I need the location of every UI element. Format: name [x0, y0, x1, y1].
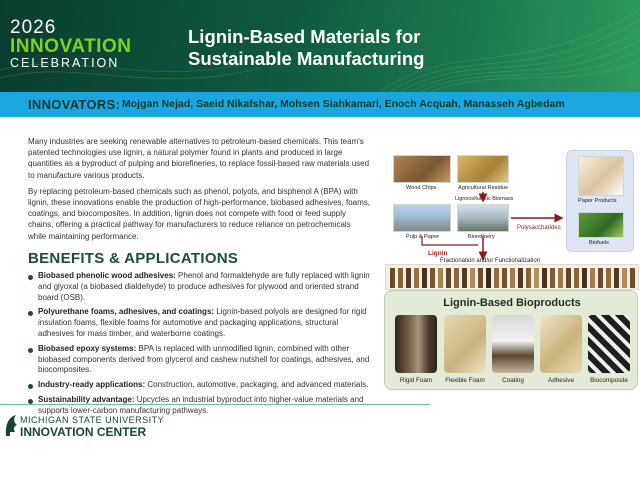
- biocomposite-image: [588, 315, 630, 373]
- innovators-bar: [0, 92, 640, 117]
- footer-divider: [0, 404, 430, 405]
- benefits-heading: BENEFITS & APPLICATIONS: [28, 250, 239, 267]
- innovators-names: Mojgan Nejad, Saeid Nikafshar, Mohsen Siahkamari, Enoch Acquah, Manasseh Agbedam: [122, 98, 565, 110]
- coating-image: [492, 315, 534, 373]
- bullet-icon: [28, 348, 33, 353]
- benefit-title: Biobased phenolic wood adhesives:: [38, 271, 176, 280]
- benefit-text: Upcycles an industrial byproduct into higher-value materials and supports lower-carbon manufacturing pathways.: [38, 394, 364, 415]
- paper-products-image: [578, 156, 624, 196]
- benefit-title: Industry-ready applications:: [38, 380, 146, 390]
- product-label: Flexible Foam: [445, 377, 485, 384]
- benefit-item: [28, 307, 370, 339]
- biorefinery-caption: Biorefinery: [468, 234, 495, 240]
- logo-year: 2026: [10, 17, 57, 38]
- msu-innovation-center: INNOVATION CENTER: [20, 425, 147, 439]
- product-label: Adhesive: [548, 377, 574, 384]
- pulp-paper-caption: Pulp & Paper: [406, 234, 439, 240]
- header-banner: [0, 0, 640, 92]
- adhesive-image: [540, 315, 582, 373]
- fractionation-label: Fractionation and/or Functionalization: [440, 258, 541, 264]
- agricultural-residue-caption: Agricultural Residue: [458, 185, 509, 191]
- rigid-foam-image: [395, 315, 437, 373]
- page-title: Lignin-Based Materials for Sustainable Manufacturing: [188, 26, 425, 69]
- lignocellulosic-biomass-label: Lignocellulosic Biomass: [455, 196, 514, 202]
- paper-products-caption: Paper Products: [578, 198, 617, 204]
- bullet-icon: [28, 311, 33, 316]
- lignin-vials-image: [385, 264, 639, 290]
- wood-chips-image: [393, 155, 451, 183]
- biofuels-image: [578, 212, 624, 238]
- biofuels-caption: Biofuels: [589, 240, 609, 246]
- spartan-helmet-icon: [4, 414, 19, 438]
- benefit-item: [28, 344, 370, 376]
- flexible-foam-image: [444, 315, 486, 373]
- intro-paragraph-2: By replacing petroleum-based chemicals such as phenol, polyols, and bisphenol A (BPA) with lignin, these innovations enable the production of high-performance, biobased adhesives, foams, coatings, and biocomposites. In addition, lignin does not compete with food or feed supply chains, offering a practical pathway for manufacturers to reduce reliance on petrochemicals while maintaining performance.: [28, 186, 370, 241]
- benefits-list: [28, 271, 370, 421]
- intro-text: [28, 136, 370, 247]
- polysaccharides-label: Polysaccharides: [517, 225, 561, 231]
- bullet-icon: [28, 384, 33, 389]
- bullet-icon: [28, 275, 33, 280]
- bioproducts-title: Lignin-Based Bioproducts: [443, 297, 581, 309]
- innovation-celebration-logo: [10, 18, 131, 70]
- product-label: Rigid Foam: [399, 377, 433, 384]
- intro-paragraph-1: Many industries are seeking renewable alternatives to petroleum-based chemicals. This team's patented technologies use lignin, a natural polymer found in plants and produced in large quantities as a byproduct of pulping and biorefineries, to replace fossil-based raw materials used to manufacture various products.: [28, 137, 370, 180]
- benefit-text: Lignin-based polyols are designed for rigid insulation foams, flexible foams for automotive and packaging applications, structural adhesives for mass timber, and waterborne coatings.: [38, 307, 367, 338]
- benefit-text: Phenol and formaldehyde are fully replaced with lignin and glyoxal (a biobased dialdehyde) to produce adhesives for plywood and oriented strand board (OSB).: [38, 271, 370, 302]
- biorefinery-image: [457, 204, 509, 232]
- benefit-text: BPA is replaced with unmodified lignin, combined with other biobased components derived from glycerol and cashew nutshell for coatings, adhesives, and biocomposites.: [38, 343, 370, 375]
- bioproducts-panel: [384, 290, 638, 390]
- pulp-paper-image: [393, 204, 451, 232]
- wood-chips-caption: Wood Chips: [406, 185, 437, 191]
- benefit-title: Polyurethane foams, adhesives, and coatings:: [38, 307, 215, 317]
- agricultural-residue-image: [457, 155, 509, 183]
- innovators-label: INNOVATORS:: [28, 97, 121, 112]
- product-label: Coating: [502, 377, 524, 384]
- benefit-text: Construction, automotive, packaging, and advanced materials.: [145, 380, 369, 390]
- lignin-label: Lignin: [428, 250, 448, 257]
- benefit-item: [28, 395, 370, 417]
- product-label: Biocomposite: [590, 377, 628, 384]
- logo-celebration: CELEBRATION: [10, 56, 120, 70]
- benefit-title: Biobased epoxy systems:: [38, 343, 137, 353]
- benefit-item: [28, 271, 370, 303]
- logo-innovation: INNOVATION: [10, 36, 132, 57]
- benefit-item: [28, 380, 370, 391]
- benefit-title: Sustainability advantage:: [38, 394, 135, 404]
- msu-university-name: MICHIGAN STATE UNIVERSITY: [20, 415, 165, 425]
